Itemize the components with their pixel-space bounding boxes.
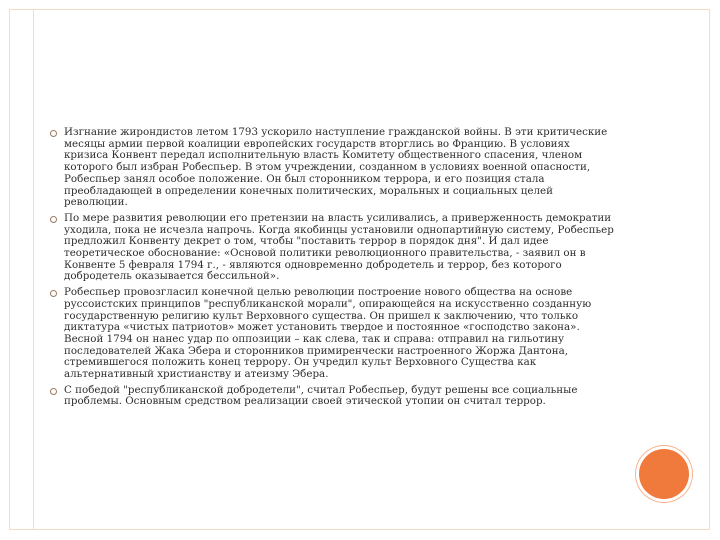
circle-bullet-icon	[50, 388, 57, 395]
bullet-item	[50, 127, 615, 209]
bullet-item	[50, 385, 615, 408]
circle-bullet-icon	[50, 130, 57, 137]
bullet-text: Изгнание жирондистов летом 1793 ускорило наступление гражданской войны. В эти критические месяцы армии первой коалиции европейских государств вторглись во Францию. В условиях кризиса Конвент передал исполнительную власть Комитету общественного спасения, членом которого был избран Робеспьер. В этом учреждении, созданном в условиях военной опасности, Робеспьер занял особое положение. Он был сторонником террора, и его позиция стала преобладающей в определении конечных политических, моральных и социальных целей революции.	[64, 126, 608, 209]
bullet-item	[50, 287, 615, 381]
bullet-list	[50, 127, 615, 412]
bullet-text: С победой "республиканской добродетели", считал Робеспьер, будут решены все социальные проблемы. Основным средством реализации своей этической утопии он считал террор.	[64, 383, 578, 408]
circle-bullet-icon	[50, 290, 57, 297]
orange-circle-icon	[639, 449, 689, 499]
orange-circle-decoration	[639, 449, 689, 499]
bullet-text: Робеспьер провозгласил конечной целью революции построение нового общества на основе руссоистских принципов "республиканской морали", опирающейся на искусственно созданную государственную религию культ Верховного существа. Он пришел к заключению, что только диктатура «чистых патриотов» может установить твердое и постоянное «господство закона». Весной 1794 он нанес удар по оппозиции – как слева, так и справа: отправил на гильотину последователей Жака Эбера и сторонников примиренчески настроенного Жоржа Дантона, стремившегося положить конец террору. Он учредил культ Верховного Существа как альтернативный христианству и атеизму Эбера.	[64, 286, 592, 381]
circle-bullet-icon	[50, 216, 57, 223]
bullet-item	[50, 213, 615, 283]
vertical-divider	[33, 10, 34, 530]
bullet-text: По мере развития революции его претензии на власть усиливались, а приверженность демократии уходила, пока не исчезла напрочь. Когда якобинцы установили однопартийную систему, Робеспьер предложил Конвенту декрет о том, чтобы "поставить террор в порядок дня". И дал идее теоретическое обоснование: «Основой политики революционного правительства, - заявил он в Конвенте 5 февраля 1794 г., - являются одновременно добродетель и террор, без которого добродетель оказывается бессильной».	[64, 211, 614, 283]
